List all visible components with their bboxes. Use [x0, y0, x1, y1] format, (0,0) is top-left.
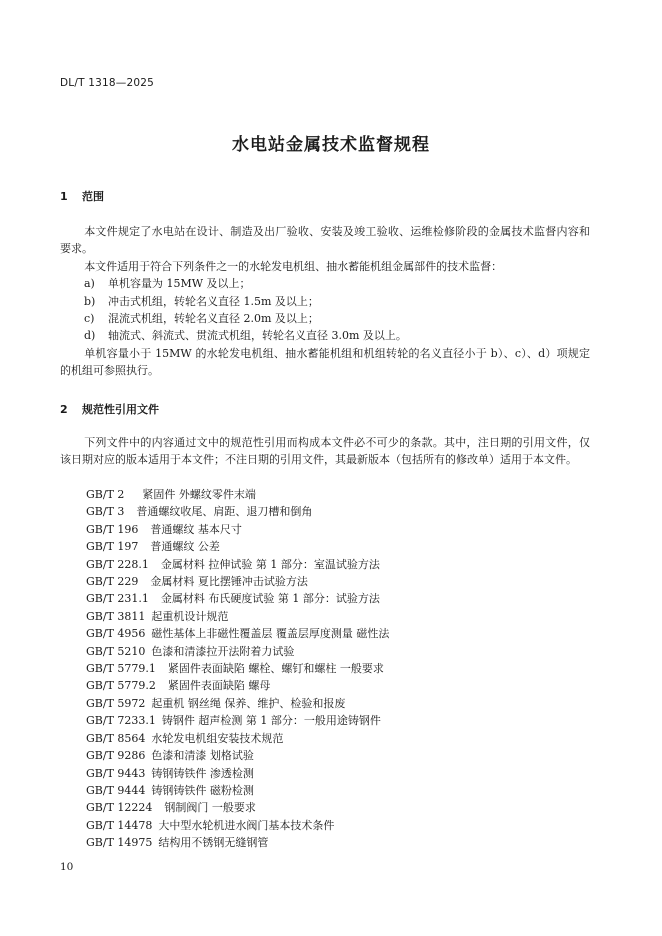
reference-title: 结构用不锈钢无缝钢管: [158, 836, 269, 850]
reference-title: 普通螺纹 基本尺寸: [150, 522, 242, 536]
reference-row: [86, 817, 389, 834]
list-marker: a): [84, 277, 95, 291]
section-1-number: 1: [60, 190, 68, 203]
reference-title: 金属材料 夏比摆锤冲击试验方法: [150, 575, 308, 589]
reference-title: 水轮发电机组安装技术规范: [151, 731, 284, 745]
reference-row: [86, 625, 389, 642]
page-title: 水电站金属技术监督规程: [232, 135, 430, 155]
section-1-heading: [60, 188, 104, 204]
reference-code: GB/T 9443: [86, 766, 146, 780]
reference-code: GB/T 9444: [86, 783, 146, 797]
reference-code: GB/T 4956: [86, 627, 146, 641]
reference-title: 大中型水轮机进水阀门基本技术条件: [158, 818, 335, 832]
reference-row: [86, 590, 389, 607]
reference-row: [86, 677, 389, 694]
reference-title: 普通螺纹 公差: [150, 540, 220, 554]
reference-row: [86, 503, 389, 520]
list-marker: c): [84, 312, 95, 326]
reference-code: GB/T 3: [86, 505, 125, 519]
reference-title: 磁性基体上非磁性覆盖层 覆盖层厚度测量 磁性法: [151, 627, 390, 641]
reference-code: GB/T 3811: [86, 609, 146, 623]
reference-title: 普通螺纹收尾、肩距、退刀槽和倒角: [136, 505, 313, 519]
reference-code: GB/T 197: [86, 540, 139, 554]
list-marker: b): [84, 294, 96, 308]
reference-row: [86, 643, 389, 660]
scope-paragraph-2: 本文件适用于符合下列条件之一的水轮发电机组、抽水蓄能机组金属部件的技术监督：: [84, 259, 503, 273]
section-2-body: [60, 434, 590, 469]
scope-list-item: [60, 310, 590, 327]
reference-title: 紧固件表面缺陷 螺栓、螺钉和螺柱 一般要求: [167, 662, 384, 676]
reference-row: [86, 712, 389, 729]
reference-row: [86, 747, 389, 764]
reference-title: 起重机 钢丝绳 保养、维护、检验和报废: [151, 696, 346, 710]
scope-paragraph-3: 单机容量小于 15MW 的水轮发电机组、抽水蓄能机组和机组转轮的名义直径小于 b）、c）、d）项规定的机组可参照执行。: [60, 346, 590, 378]
reference-title: 钢制阀门 一般要求: [164, 801, 256, 815]
reference-row: [86, 799, 389, 816]
reference-code: GB/T 8564: [86, 731, 146, 745]
reference-code: GB/T 14478: [86, 818, 153, 832]
normative-intro-paragraph: 下列文件中的内容通过文中的规范性引用而构成本文件必不可少的条款。其中，注日期的引用文件，仅该日期对应的版本适用于本文件；不注日期的引用文件，其最新版本（包括所有的修改单）适用于本文件。: [60, 436, 590, 467]
list-marker: d): [84, 329, 96, 343]
reference-row: [86, 695, 389, 712]
reference-row: [86, 834, 389, 851]
reference-row: [86, 521, 389, 538]
reference-row: [86, 730, 389, 747]
reference-row: [86, 765, 389, 782]
doc-code-header: DL/T 1318—2025: [60, 77, 154, 89]
reference-title: 金属材料 拉伸试验 第 1 部分：室温试验方法: [160, 557, 380, 571]
reference-code: GB/T 228.1: [86, 557, 149, 571]
reference-title: 色漆和清漆拉开法附着力试验: [151, 644, 295, 658]
page-number: 10: [60, 861, 74, 873]
reference-title: 紧固件表面缺陷 螺母: [167, 679, 271, 693]
list-item-text: 冲击式机组，转轮名义直径 1.5m 及以上；: [108, 294, 319, 308]
scope-list-item: [60, 275, 590, 292]
reference-title: 色漆和清漆 划格试验: [151, 749, 254, 763]
reference-row: [86, 660, 389, 677]
reference-code: GB/T 5972: [86, 696, 146, 710]
list-item-text: 轴流式、斜流式、贯流式机组，转轮名义直径 3.0m 及以上。: [108, 329, 407, 343]
reference-code: GB/T 196: [86, 522, 139, 536]
scope-list-item: [60, 293, 590, 310]
reference-code: GB/T 5779.2: [86, 679, 156, 693]
reference-title: 紧固件 外螺纹零件末端: [142, 488, 256, 501]
section-1-body: [60, 223, 590, 380]
section-2-number: 2: [60, 403, 68, 416]
section-2-heading: [60, 401, 159, 417]
scope-list-item: [60, 327, 590, 344]
reference-row: [86, 486, 389, 503]
reference-code: GB/T 7233.1: [86, 714, 156, 728]
reference-list: [86, 486, 389, 852]
reference-row: [86, 782, 389, 799]
reference-row: [86, 556, 389, 573]
reference-title: 铸钢件 超声检测 第 1 部分：一般用途铸钢件: [161, 714, 381, 728]
section-1-title: 范围: [82, 190, 104, 203]
reference-title: 铸钢铸铁件 渗透检测: [151, 766, 254, 780]
reference-row: [86, 608, 389, 625]
reference-row: [86, 538, 389, 555]
reference-code: GB/T 5779.1: [86, 662, 156, 676]
list-item-text: 混流式机组，转轮名义直径 2.0m 及以上；: [108, 312, 319, 326]
reference-code: GB/T 2: [86, 488, 125, 501]
reference-title: 金属材料 布氏硬度试验 第 1 部分：试验方法: [160, 592, 380, 606]
reference-row: [86, 573, 389, 590]
reference-title: 起重机设计规范: [151, 609, 229, 623]
reference-code: GB/T 5210: [86, 644, 146, 658]
reference-code: GB/T 229: [86, 575, 139, 589]
scope-paragraph-1: 本文件规定了水电站在设计、制造及出厂验收、安装及竣工验收、运维检修阶段的金属技术监督内容和要求。: [60, 225, 590, 256]
list-item-text: 单机容量为 15MW 及以上；: [108, 277, 251, 291]
reference-code: GB/T 12224: [86, 801, 153, 815]
reference-code: GB/T 9286: [86, 749, 146, 763]
reference-code: GB/T 231.1: [86, 592, 149, 606]
reference-title: 铸钢铸铁件 磁粉检测: [151, 783, 254, 797]
reference-code: GB/T 14975: [86, 836, 153, 850]
section-2-title: 规范性引用文件: [82, 403, 159, 416]
scope-list: [60, 275, 590, 345]
